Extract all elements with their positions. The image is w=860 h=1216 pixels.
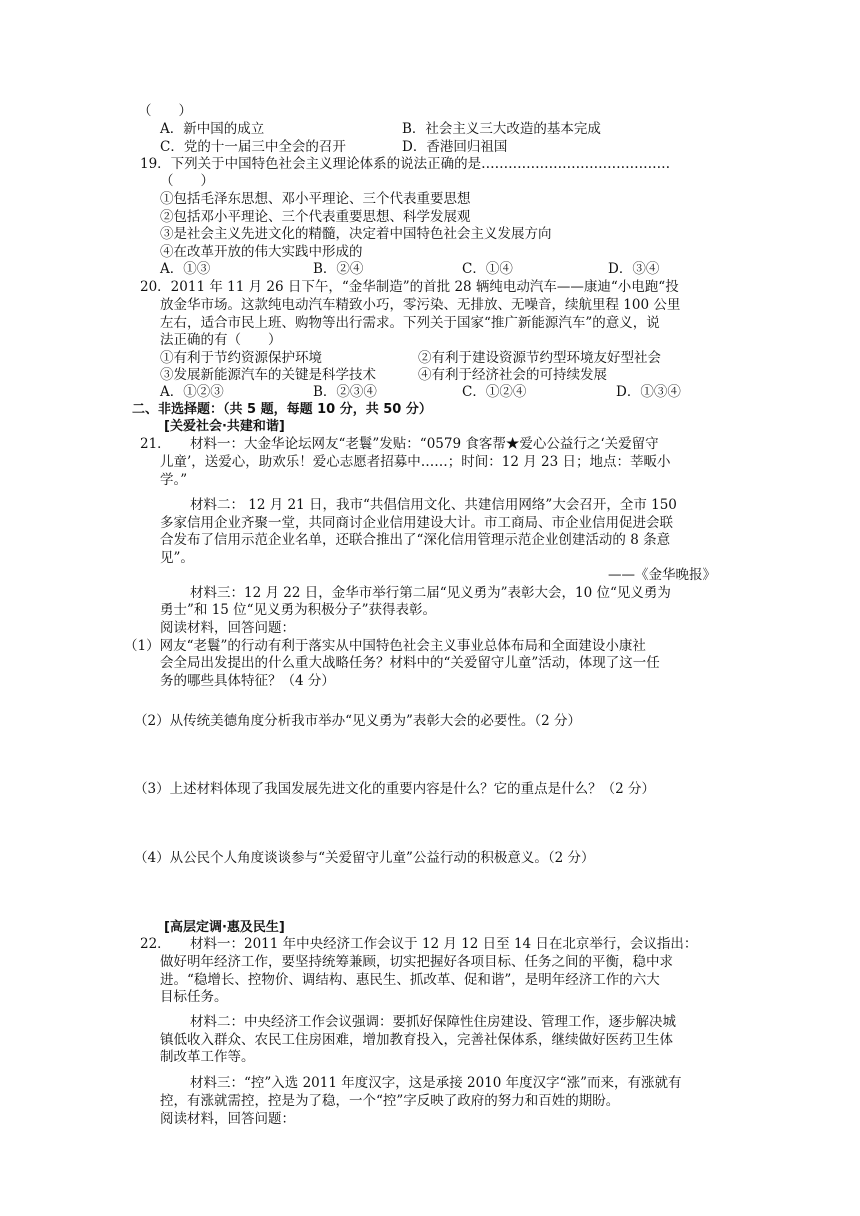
- q22-number: 22．: [140, 936, 171, 952]
- q21-material-2-line-3: 合发布了信用示范企业名单，还联合推出了“深化信用管理示范企业创建活动的 8 条意: [160, 532, 671, 548]
- q21-source: ——《金华晚报》: [608, 567, 716, 583]
- section-title: 二、非选择题：（共 5 题，每题 10 分，共 50 分）: [132, 402, 432, 417]
- q19-option-c: C．①④: [462, 261, 513, 277]
- q19-statement-4: ④在改革开放的伟大实践中形成的: [160, 244, 363, 260]
- q19-option-d: D．③④: [608, 261, 660, 277]
- q21-material-1-line-2: 儿童’，送爱心，助欢乐！爱心志愿者招募中……；时间：12 月 23 日；地点：莘畈小: [160, 454, 671, 470]
- q22-material-3-line-1: 材料三：“控”入选 2011 年度汉字，这是承接 2010 年度汉字“涨”而来，有涨就有: [190, 1075, 682, 1091]
- q20-stem-line-4: 法正确的有（ ）: [160, 332, 282, 348]
- q20-statement-3: ③发展新能源汽车的关键是科学技术: [160, 367, 376, 383]
- q18-option-a: A．新中国的成立: [160, 121, 265, 137]
- q18-paren: （ ）: [138, 103, 192, 119]
- q20-stem-line-3: 左右，适合市民上班、购物等出行需求。下列关于国家“推广新能源汽车”的意义，说: [160, 315, 660, 331]
- q19-stem: 19．下列关于中国特色社会主义理论体系的说法正确的是……………………………………: [140, 156, 671, 172]
- q19-option-a: A．①③: [160, 261, 211, 277]
- q21-material-2-line-4: 见”。: [160, 550, 194, 566]
- q20-option-a: A．①②③: [160, 384, 224, 400]
- q18-option-c: C．党的十一届三中全会的召开: [160, 139, 346, 155]
- q21-part-1-line-3: 务的哪些具体特征？（4 分）: [160, 673, 335, 689]
- q22-material-3-line-2: 控，有涨就需控，控是为了稳，一个“控”字反映了政府的努力和百姓的期盼。: [160, 1093, 620, 1109]
- q19-option-b: B．②④: [313, 261, 364, 277]
- q19-paren: （ ）: [160, 173, 214, 189]
- q20-statement-2: ②有利于建设资源节约型环境友好型社会: [418, 350, 661, 366]
- q19-statement-2: ②包括邓小平理论、三个代表重要思想、科学发展观: [160, 209, 471, 225]
- q22-read-instruction: 阅读材料，回答问题：: [160, 1111, 295, 1127]
- q21-part-1-line-2: 会全局出发提出的什么重大战略任务？材料中的“关爱留守儿童”活动，体现了这一任: [160, 655, 660, 671]
- q22-tag: [高层定调·惠及民生]: [164, 920, 285, 935]
- q20-option-c: C．①②④: [462, 384, 527, 400]
- q18-option-b: B．社会主义三大改造的基本完成: [402, 121, 601, 137]
- q21-tag: [关爱社会·共建和谐]: [164, 419, 285, 434]
- q21-read-instruction: 阅读材料，回答问题：: [160, 620, 295, 636]
- q20-option-d: D．①③④: [616, 384, 681, 400]
- q21-material-3-line-1: 材料三：12 月 22 日，金华市举行第二届“见义勇为”表彰大会，10 位“见义勇为: [190, 585, 671, 601]
- q19-statement-3: ③是社会主义先进文化的精髓，决定着中国特色社会主义发展方向: [160, 226, 552, 242]
- q21-material-2-line-2: 多家信用企业齐聚一堂，共同商讨企业信用建设大计。市工商局、市企业信用促进会联: [160, 515, 673, 531]
- q22-material-1-line-1: 材料一：2011 年中央经济工作会议于 12 月 12 日至 14 日在北京举行，会议指出：: [190, 936, 698, 952]
- q22-material-2-line-3: 制改革工作等。: [160, 1049, 255, 1065]
- q22-material-1-line-3: 进。“稳增长、控物价、调结构、惠民生、抓改革、促和谐”，是明年经济工作的六大: [160, 972, 660, 988]
- q22-material-1-line-4: 目标任务。: [160, 989, 228, 1005]
- q20-statement-4: ④有利于经济社会的可持续发展: [418, 367, 607, 383]
- q20-stem-line-2: 放金华市场。这款纯电动汽车精致小巧，零污染、无排放、无噪音，续航里程 100 公里: [160, 297, 681, 313]
- q22-material-2-line-1: 材料二：中央经济工作会议强调：要抓好保障性住房建设、管理工作，逐步解决城: [190, 1014, 676, 1030]
- q20-stem-line-1: 20．2011 年 11 月 26 日下午，“金华制造”的首批 28 辆纯电动汽车——康迪“小电跑“投: [140, 279, 679, 295]
- q21-part-2: （2）从传统美德角度分析我市举办“见义勇为”表彰大会的必要性。（2 分）: [134, 713, 582, 729]
- q21-material-2-line-1: 材料二： 12 月 21 日，我市“共倡信用文化、共建信用网络”大会召开，全市 150: [190, 497, 677, 513]
- q19-statement-1: ①包括毛泽东思想、邓小平理论、三个代表重要思想: [160, 191, 471, 207]
- q21-part-1-line-1: （1）网友“老鬟”的行动有利于落实从中国特色社会主义事业总体布局和全面建设小康社: [124, 638, 646, 654]
- q21-material-1-line-3: 学。”: [160, 472, 188, 488]
- q18-option-d: D．香港回归祖国: [402, 139, 508, 155]
- q22-material-2-line-2: 镇低收入群众、农民工住房困难，增加教育投入，完善社保体系，继续做好医药卫生体: [160, 1032, 673, 1048]
- q21-part-4: （4）从公民个人角度谈谈参与“关爱留守儿童”公益行动的积极意义。（2 分）: [134, 850, 595, 866]
- q22-material-1-line-2: 做好明年经济工作，要坚持统筹兼顾，切实把握好各项目标、任务之间的平衡，稳中求: [160, 954, 673, 970]
- q20-option-b: B．②③④: [313, 384, 377, 400]
- q21-material-1-line-1: 材料一：大金华论坛网友“老鬟”发贴：“0579 食客帮★爱心公益行之‘关爱留守: [190, 436, 659, 452]
- q21-number: 21．: [140, 436, 171, 452]
- q21-material-3-line-2: 勇士”和 15 位“见义勇为积极分子”获得表彰。: [160, 602, 436, 618]
- q21-part-3: （3）上述材料体现了我国发展先进文化的重要内容是什么？它的重点是什么？（2 分）: [134, 781, 655, 797]
- q20-statement-1: ①有利于节约资源保护环境: [160, 350, 322, 366]
